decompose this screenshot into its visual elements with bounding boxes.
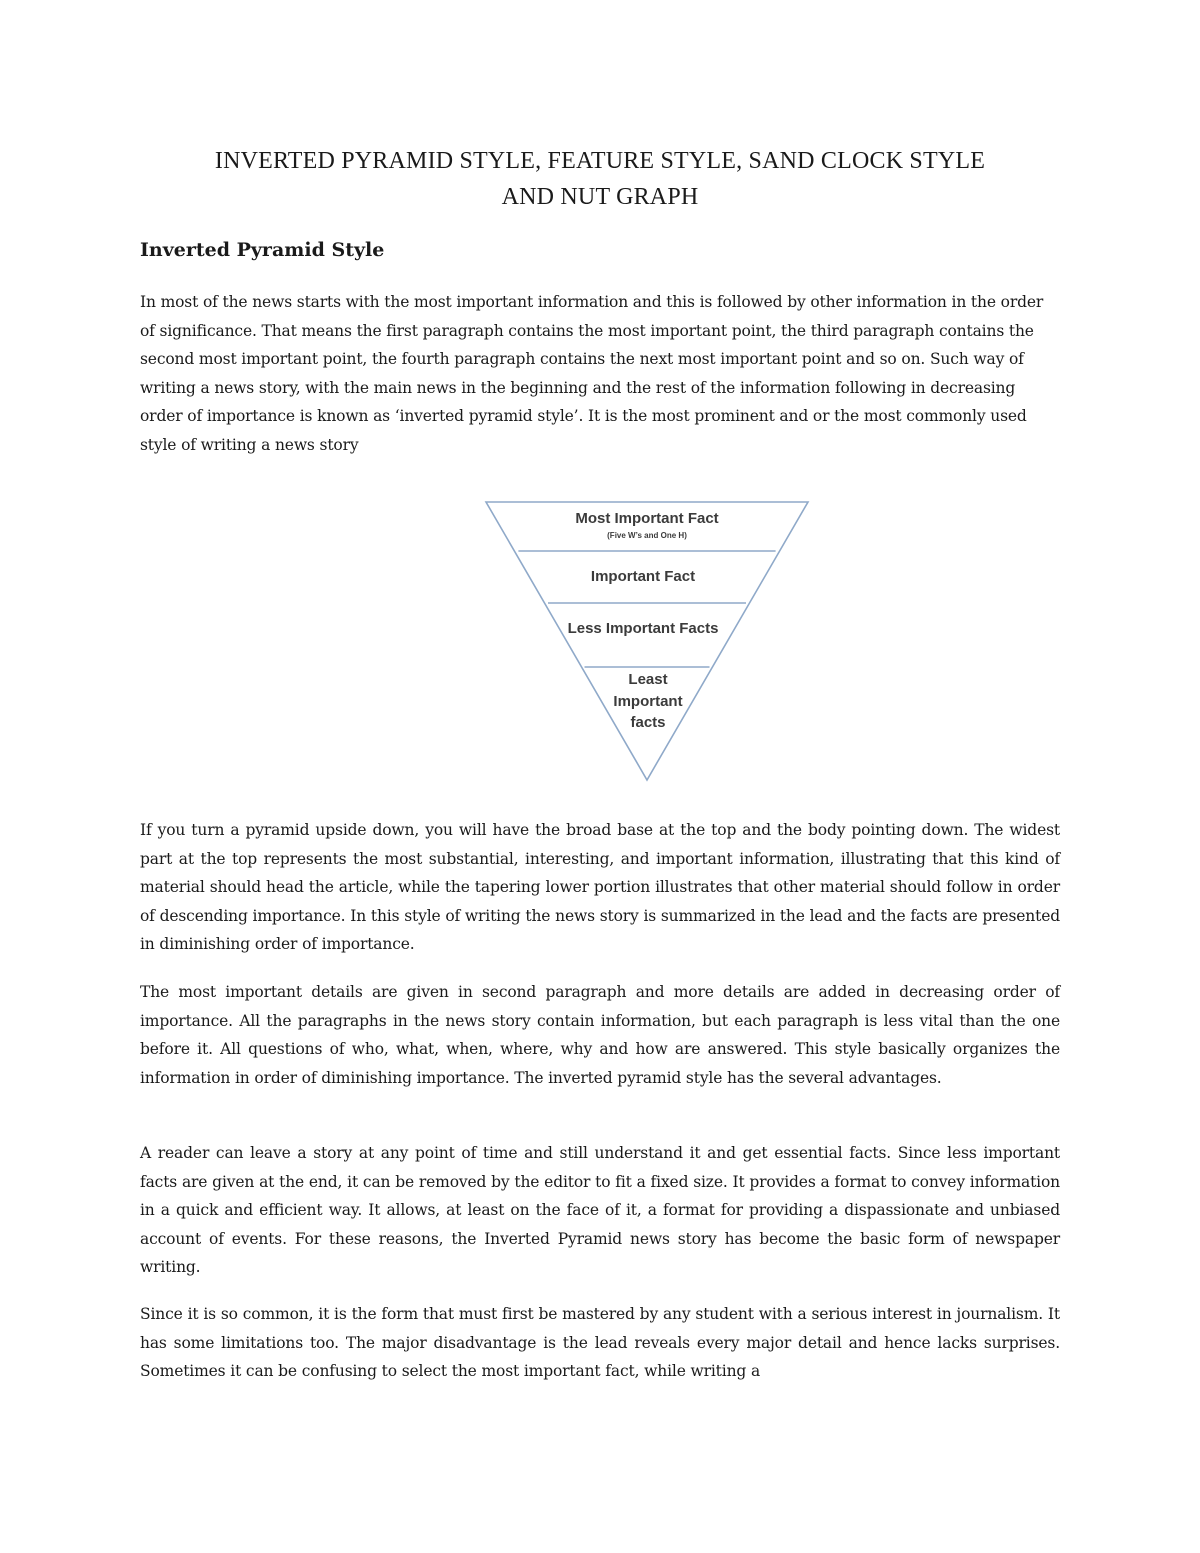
paragraph-details-order: The most important details are given in second paragraph and more details are added in decreasing order of importance. All the paragraphs in the news story contain information, but each paragraph is less vital than the one before it. All questions of who, what, when, where, why and how are answered. This style basically organizes the information in order of diminishing importance. The inverted pyramid style has the several advantages.: [140, 983, 1060, 1087]
paragraph-pyramid-explanation: If you turn a pyramid upside down, you will have the broad base at the top and the body pointing down. The widest part at the top represents the most substantial, interesting, and important information, illustrating that this kind of material should head the article, while the tapering lower portion illustrates that other material should follow in order of descending importance. In this style of writing the news story is summarized in the lead and the facts are presented in diminishing order of importance.: [140, 821, 1060, 954]
title-line-2: AND NUT GRAPH: [501, 184, 699, 210]
tier-4-label-line-2: Important: [613, 693, 683, 710]
paragraph-advantages: A reader can leave a story at any point of time and still understand it and get essential facts. Since less important facts are given at the end, it can be removed by the editor to fit a fixed size. It provides a format to convey information in a quick and efficient way. It allows, at least on the face of it, a format for providing a dispassionate and unbiased account of events. For these reasons, the Inverted Pyramid news story has become the basic form of newspaper writing.: [140, 1144, 1060, 1277]
tier-3-label: Less Important Facts: [567, 620, 719, 637]
pyramid-triangle: [486, 502, 808, 780]
tier-1-label: Most Important Fact: [575, 510, 719, 527]
title-line-1: INVERTED PYRAMID STYLE, FEATURE STYLE, SAND CLOCK STYLE: [214, 148, 986, 174]
section-heading: Inverted Pyramid Style: [140, 239, 385, 261]
inverted-pyramid-svg: [480, 495, 814, 790]
pyramid-outline: [486, 502, 808, 780]
tier-4-label-line-1: Least: [628, 671, 668, 688]
document-title: [150, 143, 1050, 215]
tier-2-label: Important Fact: [590, 568, 696, 585]
paragraph-intro: In most of the news starts with the most important information and this is followed by other information in the order of significance. That means the first paragraph contains the most important point, the third paragraph contains the second most important point, the fourth paragraph contains the next most important point and so on. Such way of writing a news story, with the main news in the beginning and the rest of the information following in decreasing order of importance is known as ‘inverted pyramid style’. It is the most prominent and or the most commonly used style of writing a news story: [140, 293, 1044, 454]
tier-1-sublabel: (Five W’s and One H): [607, 531, 687, 540]
inverted-pyramid-diagram: [480, 495, 814, 790]
paragraph-limitations: Since it is so common, it is the form that must first be mastered by any student with a serious interest in journalism. It has some limitations too. The major disadvantage is the lead reveals every major detail and hence lacks surprises. Sometimes it can be confusing to select the most important fact, while writing a: [140, 1305, 1060, 1381]
tier-4-label-line-3: facts: [630, 714, 666, 731]
